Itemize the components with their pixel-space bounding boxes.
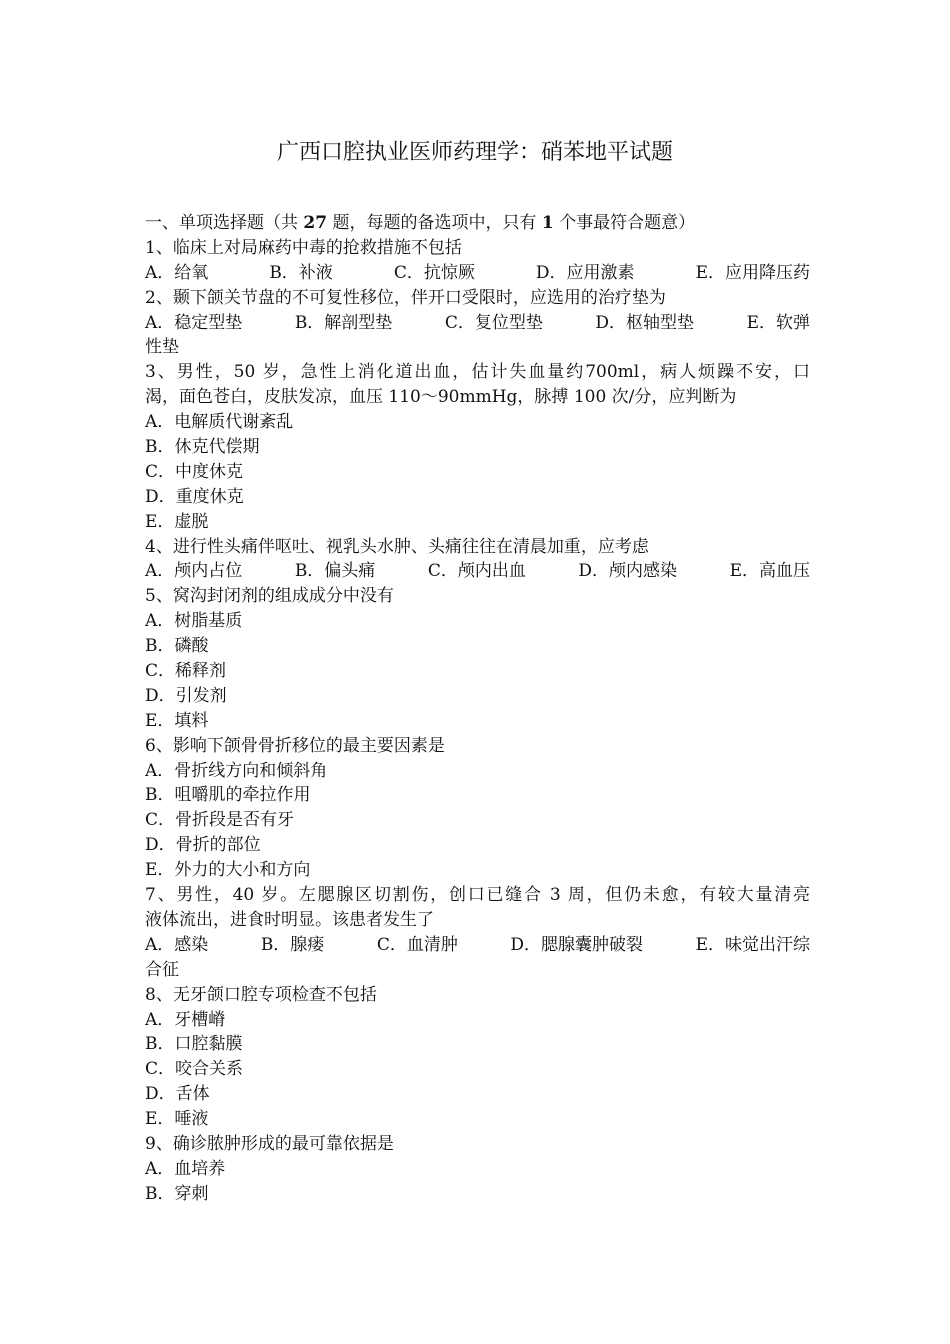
- option: D．应用激素: [535, 262, 635, 283]
- option: B．腺瘘: [260, 934, 325, 955]
- option: E．应用降压药: [695, 262, 810, 283]
- option: A．感染: [145, 934, 209, 955]
- option: D．骨折的部位: [145, 835, 261, 856]
- question-stem: 5、窝沟封闭剂的组成成分中没有: [145, 586, 394, 607]
- option: D．腮腺囊肿破裂: [510, 934, 644, 955]
- option: D．枢轴型垫: [595, 312, 695, 333]
- option-row: [145, 933, 810, 958]
- option: C．血清肿: [376, 934, 458, 955]
- question-stem: 4、进行性头痛伴呕吐、视乳头水肿、头痛往往在清晨加重，应考虑: [145, 536, 649, 557]
- option-wrap: 性垫: [145, 337, 179, 358]
- option: C．复位型垫: [444, 312, 543, 333]
- question-stem: 2、颞下颌关节盘的不可复性移位，伴开口受限时，应选用的治疗垫为: [145, 287, 666, 308]
- option: B．磷酸: [145, 636, 209, 657]
- answer-count: 1: [541, 213, 554, 233]
- option: A．骨折线方向和倾斜角: [145, 760, 328, 781]
- option: C．颅内出血: [427, 561, 526, 582]
- option: E．味觉出汗综: [695, 934, 810, 955]
- option: E．唾液: [145, 1109, 209, 1130]
- question-stem: 渴，面色苍白，皮肤发凉，血压 110～90mmHg，脉搏 100 次/分，应判断为: [145, 387, 737, 408]
- option: A．给氧: [145, 262, 209, 283]
- section-heading-text: 题，每题的备选项中，只有: [327, 213, 542, 233]
- option: B．休克代偿期: [145, 437, 260, 458]
- option: E．软弹: [746, 312, 810, 333]
- option-row: [145, 559, 810, 584]
- option: B．穿刺: [145, 1183, 209, 1204]
- option: A．树脂基质: [145, 611, 243, 632]
- option: B．咀嚼肌的牵拉作用: [145, 785, 311, 806]
- question-stem: 1、临床上对局麻药中毒的抢救措施不包括: [145, 237, 462, 258]
- option: A．牙槽嵴: [145, 1009, 226, 1030]
- option-wrap: 合征: [145, 959, 179, 980]
- option: E．填料: [145, 710, 209, 731]
- option: C．稀释剂: [145, 661, 227, 682]
- question-stem: 7、男性，40 岁。左腮腺区切割伤，创口已缝合 3 周，但仍未愈，有较大量清亮: [145, 885, 810, 906]
- option: E．外力的大小和方向: [145, 860, 311, 881]
- option: D．引发剂: [145, 685, 227, 706]
- question-stem: 8、无牙颌口腔专项检查不包括: [145, 984, 377, 1005]
- section-heading-text: 一、单项选择题（共: [145, 213, 304, 233]
- option-row: [145, 311, 810, 336]
- option: D．颅内感染: [578, 561, 678, 582]
- option: B．口腔黏膜: [145, 1034, 243, 1055]
- section-heading-text: 个事最符合题意）: [553, 213, 696, 233]
- question-stem: 6、影响下颌骨骨折移位的最主要因素是: [145, 735, 445, 756]
- option: A．稳定型垫: [145, 312, 243, 333]
- option: B．补液: [269, 262, 333, 283]
- option: B．解剖型垫: [294, 312, 393, 333]
- page-title: 广西口腔执业医师药理学：硝苯地平试题: [276, 140, 673, 165]
- option: C．中度休克: [145, 461, 244, 482]
- option: D．舌体: [145, 1084, 210, 1105]
- option: A．颅内占位: [145, 561, 243, 582]
- question-stem: 3、男性，50 岁，急性上消化道出血，估计失血量约700ml，病人烦躁不安，口: [145, 362, 810, 383]
- option: B．偏头痛: [294, 561, 376, 582]
- question-stem: 液体流出，进食时明显。该患者发生了: [145, 909, 434, 930]
- question-stem: 9、确诊脓肿形成的最可靠依据是: [145, 1133, 394, 1154]
- option: D．重度休克: [145, 486, 244, 507]
- option: C．抗惊厥: [393, 262, 475, 283]
- option: A．血培养: [145, 1158, 226, 1179]
- option: C．骨折段是否有牙: [145, 810, 295, 831]
- document-body: [145, 211, 810, 1207]
- option-row: [145, 261, 810, 286]
- section-heading: [145, 211, 810, 236]
- option: E．高血压: [729, 561, 810, 582]
- option: E．虚脱: [145, 511, 209, 532]
- question-count: 27: [303, 213, 328, 233]
- option: C．咬合关系: [145, 1059, 244, 1080]
- option: A．电解质代谢紊乱: [145, 412, 294, 433]
